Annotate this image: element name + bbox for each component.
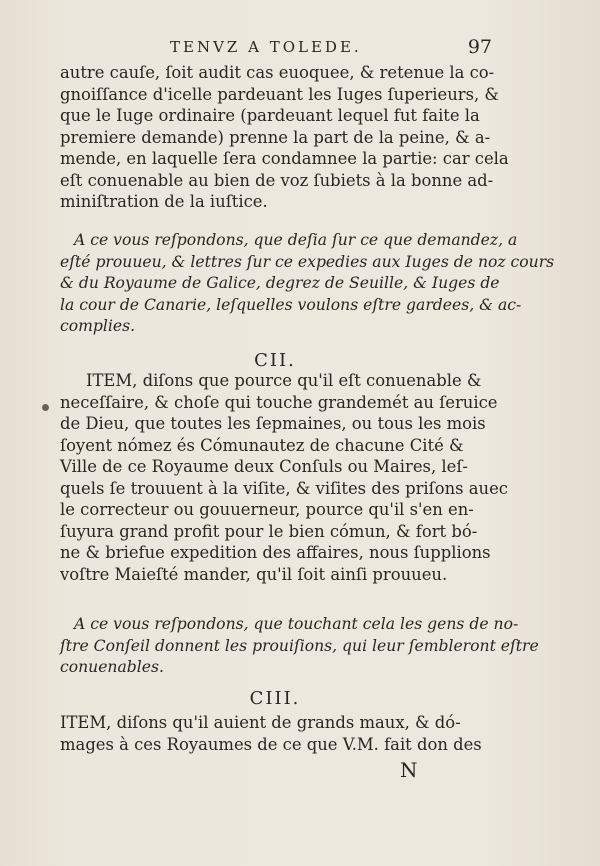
text-line: ſoyent nómez és Cómunautez de chacune Cité & xyxy=(60,435,464,455)
text-line: ſtre Conſeil donnent les prouiſions, qui leur ſembleront eſtre xyxy=(60,636,539,655)
text-line: complies. xyxy=(60,317,136,335)
page-header xyxy=(60,38,490,62)
paragraph-cii xyxy=(60,370,508,585)
text-line: conuenables. xyxy=(60,658,164,676)
text-line: la cour de Canarie, leſquelles voulons eſtre gardees, & ac- xyxy=(60,295,522,314)
text-line: voſtre Maieſté mander, qu'il ſoit ainſi prouueu. xyxy=(60,564,448,584)
text-line: ſuyura grand profit pour le bien cómun, & fort bó- xyxy=(60,521,478,541)
ink-spot xyxy=(42,404,49,411)
text-line: ne & briefue expedition des affaires, nous ſupplions xyxy=(60,543,491,562)
text-line: A ce vous reſpondons, que deſia ſur ce que demandez, a xyxy=(74,231,518,249)
text-line: & du Royaume de Galice, degrez de Seuille, & Iuges de xyxy=(60,274,500,292)
page-number: 97 xyxy=(467,36,492,58)
text-line: Ville de ce Royaume deux Conſuls ou Maires, leſ- xyxy=(60,457,468,476)
royal-response-1 xyxy=(60,230,555,338)
section-heading-ciii: CIII. xyxy=(249,688,301,709)
text-line: mende, en laquelle ſera condamnee la partie: car cela xyxy=(60,149,509,168)
text-line: que le Iuge ordinaire (pardeuant lequel fut faite la xyxy=(60,106,480,125)
text-line: premiere demande) prenne la part de la peine, & a- xyxy=(60,127,491,147)
text-line: le correcteur ou gouuerneur, pource qu'il s'en en- xyxy=(60,500,474,519)
text-line: autre cauſe, ſoit audit cas euoquee, & retenue la co- xyxy=(60,63,495,82)
text-line: mages à ces Royaumes de ce que V.M. fait don des xyxy=(60,734,482,754)
text-line: miniſtration de la iuſtice. xyxy=(60,192,268,211)
text-line: quels ſe trouuent à la viſite, & viſites des priſons auec xyxy=(60,478,508,498)
running-title: TENVZ A TOLEDE. xyxy=(170,38,362,56)
text-line: de Dieu, que toutes les ſepmaines, ou tous les mois xyxy=(60,414,486,433)
paragraph-continuation xyxy=(60,62,509,213)
text-line: eſté prouueu, & lettres ſur ce expedies aux Iuges de noz cours xyxy=(60,252,555,271)
text-line: ITEM, diſons qu'il auient de grands maux, & dó- xyxy=(60,713,461,732)
text-line: neceſſaire, & choſe qui touche grandemét au ſeruice xyxy=(60,392,498,412)
royal-response-2 xyxy=(60,614,539,679)
text-line: A ce vous reſpondons, que touchant cela les gens de no- xyxy=(74,615,519,633)
catchword: N xyxy=(400,758,418,782)
text-line: eſt conuenable au bien de voz ſubiets à la bonne ad- xyxy=(60,170,494,190)
text-line: gnoiſſance d'icelle pardeuant les Iuges ſuperieurs, & xyxy=(60,84,500,104)
paragraph-ciii xyxy=(60,712,490,755)
text-line: ITEM, diſons que pource qu'il eſt conuenable & xyxy=(86,371,482,390)
section-heading-cii: CII. xyxy=(254,350,296,371)
